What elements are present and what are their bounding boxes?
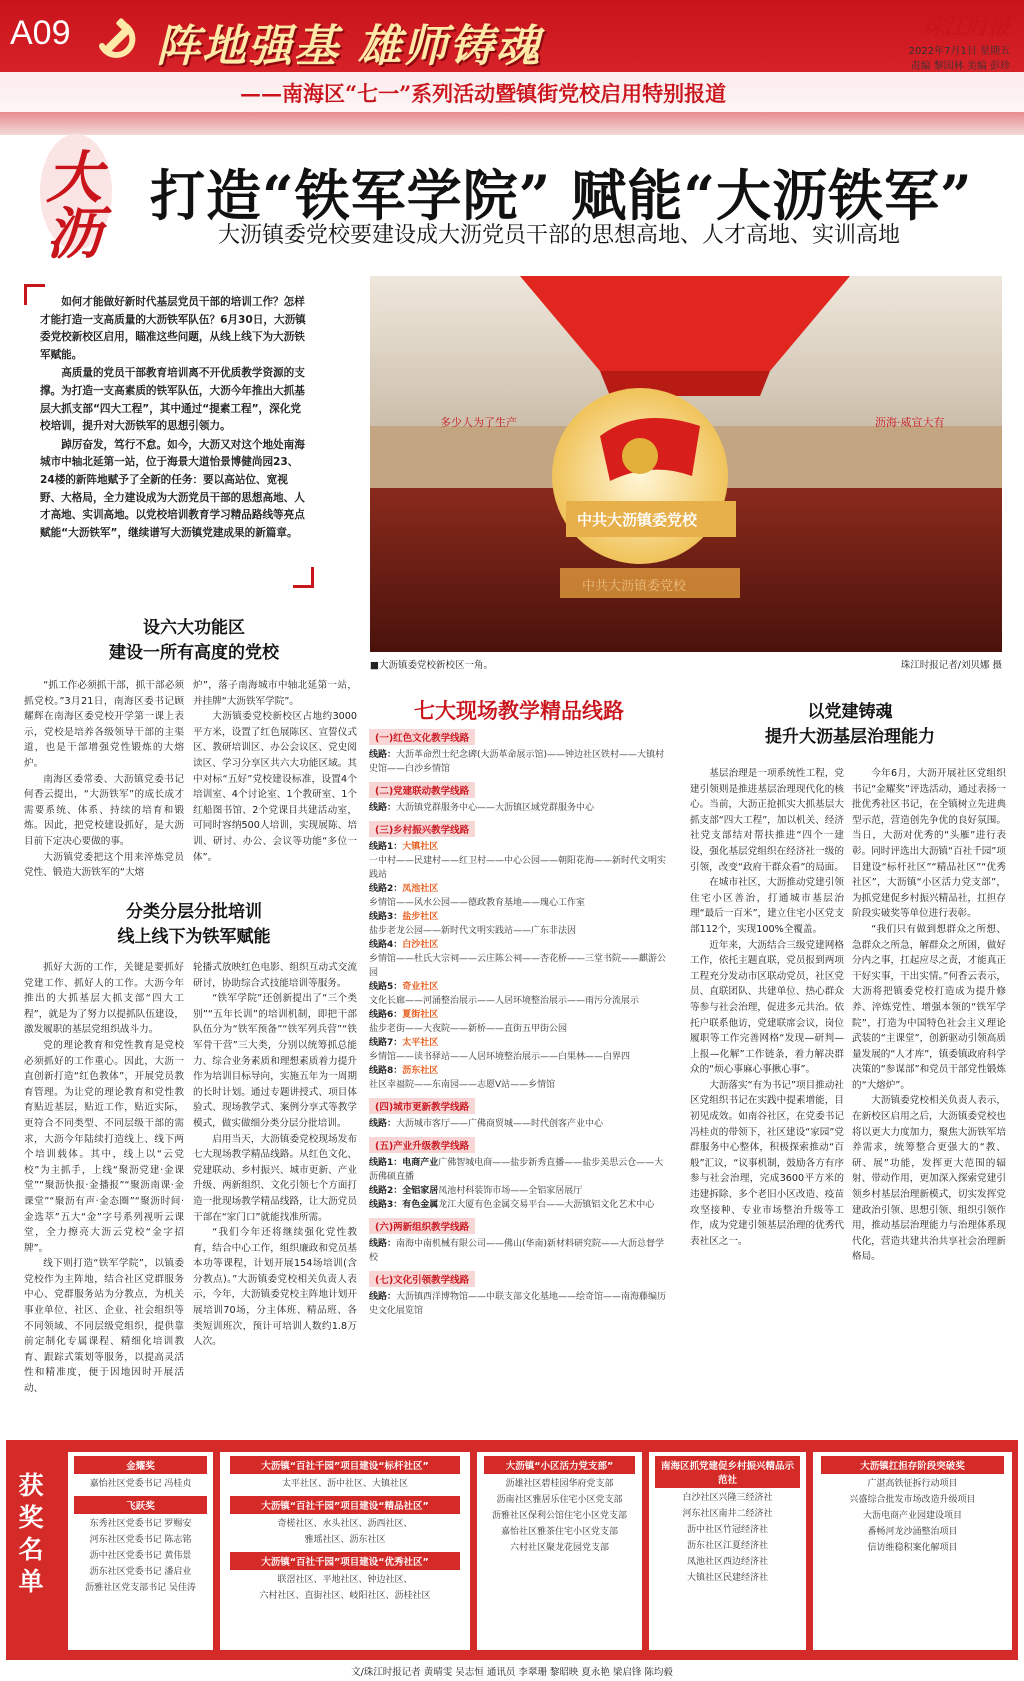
article-paragraph: “抓工作必须抓干部，抓干部必须抓党校。”3月21日，南海区委书记顾耀辉在南海区委党校开学第一课上表示，党校是培养各级领导干部的主渠道，也是干部增强党性锻炼的大熔炉。 [24, 680, 184, 769]
route-label: 线路： [369, 750, 397, 760]
award-item: 沥雅社区保利公馆住宅小区党支部 [491, 1511, 627, 1521]
route-category: (七)文化引领教学线路 [369, 1271, 475, 1287]
paper-name: 珠江时报 [921, 14, 1010, 40]
route-line [369, 748, 669, 776]
route-stops: 社区幸福院——东南园——志愿V站——乡情馆 [369, 1080, 556, 1090]
route-highlight: 沥东社区 [402, 1066, 439, 1076]
masthead [0, 0, 1024, 135]
award-heading: 大沥镇“小区活力党支部” [484, 1456, 636, 1474]
award-item: 凤池社区西边经济社 [686, 1557, 768, 1567]
column-title: 阵地强基 雄师铸魂 [156, 21, 542, 72]
award-column [68, 1452, 213, 1650]
route-line [369, 980, 669, 1008]
lead-paragraph: 高质量的党员干部教育培训离不开优质教学资源的支撑。为打造一支高素质的铁军队伍，大沥今年推出大抓基层大抓支部“四大工程”，其中通过“提素工程”，深化党校培训，提升对大沥铁军的思想引领力。 [40, 367, 305, 433]
photo-wall-right: 沥海·威宣大有 [875, 416, 945, 429]
route-label: 线路1： [369, 842, 403, 852]
route-stops: 大沥镇党群服务中心——大沥镇区域党群服务中心 [396, 803, 595, 813]
lead-paragraph: 如何才能做好新时代基层党员干部的培训工作？怎样才能打造一支高质量的大沥铁军队伍？6月30日，大沥镇委党校新校区启用，瞄准这些问题，从线上线下为大沥铁军赋能。 [40, 296, 306, 361]
award-item: 联滘社区、平地社区、钟边社区、 [277, 1575, 413, 1585]
section-heading [24, 616, 364, 666]
route-stops: 凤池村科装饰市场——全铝家居展厅 [438, 1186, 583, 1196]
award-item: 河东社区南井二经济社 [682, 1509, 773, 1519]
route-stops: 一中村——民建村——红卫村——中心公园——朝阳花海——新时代文明实践站 [369, 856, 667, 880]
route-line [369, 1036, 669, 1064]
route-line [369, 910, 669, 938]
route-line [369, 1064, 669, 1092]
photo-caption [370, 657, 1002, 671]
route-stops: 大沥革命烈士纪念碑(大沥革命展示馆)——钟边社区铁村——大镇村史馆——白沙乡情馆 [369, 750, 665, 774]
award-item: 信访维稳积案化解项目 [867, 1543, 958, 1553]
award-item: 沥东社区党委书记 潘启业 [89, 1567, 192, 1577]
route-stops: 盐步老龙公园——新时代文明实践站——广东非法因 [369, 926, 577, 936]
lead-paragraph: 踔厉奋发，笃行不怠。如今，大沥又对这个地处南海城市中轴北延第一站，位于海景大道怡景博健尚园23、24楼的新阵地赋予了全新的任务：要以高站位、宽视野、大格局，全力建设成为大沥党员干部的思想高地、人才高地、实训高地。以党校培训教育学习精品路线等亮点赋能“大沥铁军”，继续谱写大沥镇党建成果的新篇章。 [40, 438, 305, 539]
award-item: 沥东社区江夏经济社 [686, 1541, 768, 1551]
article-paragraph: 大沥镇委党校相关负责人表示，在新校区启用之后，大沥镇委党校也将以更大力度加力，聚焦大沥铁军培养需求，统筹整合更强大的“教、研、展”功能，发挥更大范围的辐射、带动作用，更加深入探索党建引领乡村基层治理新模式，切实发挥党建政治引领、思想引领、组织引领作用，推动基层治理能力与治理体系现代化，营造共建共治共享社会治理新格局。 [852, 1095, 1006, 1263]
route-stops: 大沥镇西洋博物馆——中联支部文化基地——绘奇馆——南海藤编历史文化展览馆 [369, 1292, 667, 1316]
routes-heading: 七大现场教学精品线路 [414, 698, 624, 723]
photo-sign: 中共大沥镇委党校 [577, 511, 698, 529]
route-line [369, 1290, 669, 1318]
award-item: 大沥电商产业园建设项目 [862, 1511, 962, 1521]
route-stops: 大沥城市客厅——广佛商贸城——时代创客产业中心 [396, 1119, 604, 1129]
article-column [690, 766, 844, 1249]
article-paragraph: 抓好大沥的工作，关键是要抓好党建工作、抓好人的工作。大沥今年推出的大抓基层大抓支部“四大工程”，就是为了努力以提抓队伍建设，激发履职的基层党组织战斗力。 [24, 962, 184, 1036]
section-heading-line: 提升大沥基层治理能力 [765, 727, 935, 747]
route-stops: 龙江大厦有色金属交易平台——大沥镇铝文化艺术中心 [438, 1200, 655, 1210]
section-heading-line: 分类分层分批培训 [126, 902, 262, 922]
route-label: 线路3：有色金属 [369, 1200, 439, 1210]
route-highlight: 白沙社区 [402, 940, 439, 950]
route-line [369, 1117, 669, 1131]
route-highlight: 夏街社区 [402, 1010, 439, 1020]
lead-box [24, 284, 314, 588]
hero-photo [370, 276, 1002, 652]
award-column [649, 1452, 806, 1650]
award-heading: 金耀奖 [74, 1456, 207, 1474]
article-paragraph: 线下则打造“铁军学院”，以镇委党校作为主阵地，结合社区党群服务中心、党群服务站为分教点，为机关事业单位、社区、企业、社会组织等不同领域、不同层级党组织，提供靠前定制化专属课程、精细化培训教育、跟踪式策划等服务，以提高灵活性和精准度，便于因地因时开展活动、 [24, 1258, 184, 1395]
section-heading-line: 线上线下为铁军赋能 [117, 927, 271, 947]
route-category: (四)城市更新教学线路 [369, 1098, 475, 1114]
route-category: (一)红色文化教学线路 [369, 729, 475, 745]
article-paragraph: 在城市社区，大沥推动党建引领住宅小区善治，打通城市基层治理“最后一百米”，建立住宅小区党支部112个，实现100%全覆盖。 [690, 877, 844, 935]
section-heading-line: 建设一所有高度的党校 [109, 643, 279, 663]
award-heading: 飞跃奖 [74, 1496, 207, 1514]
award-item: 沥南社区雅居乐住宅小区党支部 [496, 1495, 623, 1505]
party-school-hall-illustration [370, 276, 1002, 652]
route-stops: 盐步老街——大夜院——新桥——直街五甲街公园 [369, 1024, 568, 1034]
awards-panel [6, 1440, 1018, 1660]
section-heading-line: 设六大功能区 [143, 618, 245, 638]
route-category: (六)两新组织教学线路 [369, 1218, 475, 1234]
award-item: 兴盛综合批发市场改造升级项目 [849, 1495, 976, 1505]
award-item: 奇槎社区、水头社区、沥西社区、 [277, 1519, 413, 1529]
route-label: 线路1：电商产业 [369, 1158, 439, 1168]
route-line [369, 1156, 669, 1184]
caption-text: ■大沥镇委党校新校区一角。 [370, 660, 493, 671]
award-heading: 大沥镇“百社千园”项目建设“精品社区” [230, 1496, 460, 1514]
article-paragraph: 轮播式放映红色电影、组织互动式交流研讨，协助综合式技能培训等服务。 [193, 962, 357, 989]
route-label: 线路7： [369, 1038, 403, 1048]
route-label: 线路： [369, 1119, 397, 1129]
route-label: 线路： [369, 803, 397, 813]
award-item: 大镇社区民建经济社 [686, 1573, 768, 1583]
route-line [369, 882, 669, 910]
award-item: 沥中社区竹冠经济社 [686, 1525, 768, 1535]
headline: 打造“铁军学院” 赋能“大沥铁军” [150, 163, 973, 228]
route-line [369, 938, 669, 980]
award-item: 沥雄社区碧桂园华府党支部 [505, 1479, 614, 1489]
award-item: 嘉怡社区党委书记 冯桂贞 [89, 1479, 192, 1489]
article-column [24, 960, 184, 1397]
route-label: 线路6： [369, 1010, 403, 1020]
seal-char-1: 大 [46, 145, 102, 211]
article-paragraph: 炉”，落子南海城市中轴北延第一站，并挂牌“大沥铁军学院”。 [193, 680, 357, 707]
route-stops: 南海中南机械有限公司——佛山(华南)新材料研究院——大沥总督学校 [369, 1239, 665, 1263]
article-paragraph: “我们今年还将继续强化党性教育，结合中心工作，组织廉政和党员基本功等课程，计划开展154场培训(含分教点)。”大沥镇委党校相关负责人表示，今年，大沥镇委党校主阵地计划开展培训70场，分主体班、精品班、各类短训班次，预计可培训人数约1.8万人次。 [193, 1227, 357, 1348]
award-heading: 大沥镇“百社千园”项目建设“优秀社区” [230, 1552, 460, 1570]
article-paragraph: “我们只有做到想群众之所想、急群众之所急，解群众之所困，做好分内之事，扛起应尽之责，才能真正干好实事，干出实情。”何香云表示，大沥将把镇委党校打造成为提升修养、淬炼党性、增强本领的“铁军学院”，打造为中国特色社会主义理论武装的“主课堂”，创新驱动引领高质量发展的“人才库”，镇委镇政府科学决策的“参谋部”和党员干部党性锻炼的“大熔炉”。 [852, 923, 1006, 1091]
route-label: 线路5： [369, 982, 403, 992]
route-category: (五)产业升级教学线路 [369, 1137, 475, 1153]
award-item: 番畅河龙沙涌整治项目 [867, 1527, 958, 1537]
route-label: 线路8： [369, 1066, 403, 1076]
article-paragraph: 近年来，大沥结合三级党建网格工作，依托主题直联，党员报到两项工程充分发动市区联动党员，社区党员、直联团队、共建单位、热心群众等参与社会治理，促进多元共治。依托户联系他访，党建联席会议，岗位履职等工作完善网格“发现—研判—上报—化解”工作链条，着力解决群众的“烦心事麻心事揪心事”。 [690, 939, 844, 1076]
award-item: 六村社区聚龙花园党支部 [509, 1543, 609, 1553]
route-line [369, 840, 669, 882]
article-paragraph: 大沥镇党委把这个用来淬炼党员党性、锻造大沥铁军的“大熔 [24, 851, 184, 879]
route-stops: 文化长廊——河涌整治展示——人居环境整治展示——雨污分流展示 [369, 996, 640, 1006]
award-column [813, 1452, 1012, 1650]
award-column [477, 1452, 642, 1650]
column-subtitle: ——南海区“七一”系列活动暨镇街党校启用特别报道 [240, 81, 727, 106]
award-item: 太平社区、沥中社区、大镇社区 [281, 1479, 408, 1489]
photo-credit: 珠江时报记者/刘贝娜 摄 [900, 660, 1002, 671]
article-column [193, 960, 357, 1350]
town-seal [30, 128, 118, 267]
route-line [369, 1198, 669, 1212]
article-paragraph: “铁军学院”还创新提出了“三个类别”“五年长训”的培训机制，即把干部队伍分为“铁军预备”“铁军列兵营”“铁军骨干营”三大类，分别以统筹抓总能力、综合业务素质和理想素质着力提升作为培训目标导向，实施五年为一周期的长时计划。通过专题讲授式、项目体验式、现场教学式、案例分享式等教学模式，做实做细分类分层分批培训。 [193, 993, 357, 1129]
article-column [193, 678, 357, 865]
routes-list [369, 723, 669, 1405]
route-label: 线路2： [369, 884, 403, 894]
issue-editors: 责编 黎国林 美编 彭珍 [910, 61, 1010, 72]
award-item: 白沙社区兴隆三经济社 [682, 1493, 773, 1503]
article-paragraph: 党的理论教育和党性教育是党校必须抓好的工作重心。因此，大沥一直创新打造“红色教体”，开展党员教育管理。为让党的理论教育和党性教育贴近基层，贴近工作，贴近实际，更符合不同类型、不同层级干部的需求，大沥今年陆续打造线上、线下两个培训载体。其中，线上以“云党校”为主抓手，上线“聚沥党建·金课堂”“聚沥快报·金播报”“聚沥南课·金课堂”“聚沥有声·金态圈”“聚沥时间·金选萃”五大“金”字号系列视听云课堂，全力擦亮大沥云党校“金字招牌”。 [24, 1039, 184, 1254]
section-heading [24, 900, 364, 950]
award-item: 沥中社区党委书记 黄伟景 [89, 1551, 192, 1561]
subheadline: 大沥镇委党校要建设成大沥党员干部的思想高地、人才高地、实训高地 [218, 223, 901, 248]
route-highlight: 奇业社区 [402, 982, 439, 992]
route-stops: 乡情馆——风水公园——德政教育基地——瑰心工作室 [369, 898, 586, 908]
award-item: 雅瑶社区、沥东社区 [304, 1535, 386, 1545]
award-item: 河东社区党委书记 陈志铭 [89, 1535, 192, 1545]
route-label: 线路3： [369, 912, 403, 922]
route-line [369, 1008, 669, 1036]
route-highlight: 太平社区 [402, 1038, 439, 1048]
route-stops: 广佛智城电商——盐步新秀直播——盐步美思云仓——大沥佛硕直播 [369, 1158, 664, 1182]
photo-wall-left: 多少人为了生产 [440, 416, 517, 429]
award-heading: 大沥镇扛担存阶段突破奖 [821, 1456, 1004, 1474]
route-category: (三)乡村振兴教学线路 [369, 821, 475, 837]
route-highlight: 大镇社区 [402, 842, 439, 852]
photo-sign-reflection: 中共大沥镇委党校 [582, 579, 687, 594]
route-line [369, 1184, 669, 1198]
route-label: 线路2：全铝家居 [369, 1186, 439, 1196]
article-paragraph: 大沥落实“有为书记”项目推动社区党组织书记在实践中提素增能，目初见成效。如南谷社区，在党委书记冯桂贞的带领下，社区建设“家园”党群服务中心整体，积极探索推动“百般”汇议，“议事机制，鼓励各方有序参与社会治理，完成3600平方米的违建拆除、多个老旧小区改造、疫苗攻坚接种、专业市场整治升级等工作，成为党建引领基层治理的优秀代表社区之一。 [690, 1079, 844, 1247]
article-paragraph: 今年6月，大沥开展社区党组织书记“金耀奖”评选活动，通过表扬一批优秀社区书记，在全镇树立先进典型示范，营造创先争优的良好氛围。当日，大沥对优秀的“头雁”进行表彰。同时评选出大沥镇“百社千园”项目建设“标杆社区”“精品社区”“优秀社区”，大沥镇“小区活力党支部”，为抓党建促乡村振兴精品社，扛担存阶段实破奖等单位进行表彰。 [852, 768, 1006, 920]
route-line [369, 1237, 669, 1265]
hammer-sickle-icon [92, 16, 144, 68]
route-label: 线路： [369, 1239, 397, 1249]
route-stops: 乡情馆——杜氏大宗祠——云庄陈公祠——杏花桥——三堂书院——麒游公园 [369, 954, 667, 978]
article-paragraph: 南海区委常委、大沥镇党委书记何香云提出，“大沥铁军”的成长成才需要系统、体系、持续的培育和锻炼。因此，把党校建设抓好，是大沥目前下定决心要做的事。 [24, 773, 184, 847]
award-heading: 大沥镇“百社千园”项目建设“标杆社区” [230, 1456, 460, 1474]
article-column [852, 766, 1006, 1265]
route-label: 线路4： [369, 940, 403, 950]
route-label: 线路： [369, 1292, 397, 1302]
award-item: 六村社区、直街社区、岐阳社区、沥桂社区 [259, 1591, 431, 1601]
issue-date: 2022年7月1日 星期五 [908, 46, 1010, 57]
award-item: 嘉怡社区雅茶住宅小区党支部 [500, 1527, 618, 1537]
award-item: 东秀社区党委书记 罗赐安 [89, 1519, 192, 1529]
article-column [24, 678, 184, 881]
route-stops: 乡情馆——读书驿站——人居环境整治展示——白果林——白界四 [369, 1052, 631, 1062]
article-paragraph: 大沥镇委党校新校区占地约3000平方米，设置了红色展陈区、宣誓仪式区、教研培训区、办公会议区、党史阅读区、学习分享区共六大功能区域。其中对标“五好”党校建设标准，设置4个培训室、4个讨论室、1个教研室、1个红船图书馆、2个党课目共建活动室，可同时容纳500人培训，实现展陈、培训、研讨、办公、会议等功能“多位一体”。 [193, 711, 357, 863]
award-item: 沥雅社区党支部书记 吴佳涛 [85, 1583, 196, 1593]
article-paragraph: 启用当天，大沥镇委党校现场发布七大现场教学精品线路。从红色文化、党建联动、乡村振兴、城市更新、产业升级、两新组织、文化引领七个方面打造一批现场教学精品线路，让大沥党员干部在“家门口”就能找准所需。 [193, 1133, 357, 1223]
route-line [369, 801, 669, 815]
route-highlight: 盐步社区 [402, 912, 439, 922]
route-category: (二)党建联动教学线路 [369, 782, 475, 798]
page-number: A09 [10, 14, 71, 52]
award-heading: 南海区抓党建促乡村振兴精品示范社 [655, 1456, 799, 1488]
section-heading [690, 700, 1010, 750]
article-paragraph: 基层治理是一项系统性工程，党建引领则是推进基层治理现代化的核心。当前，大沥正抢抓实大抓基层大抓支部“四大工程”，加以机关、经济社党支部结对帮扶推进“四个一建设，强化基层党组织在经济社一级的引领，改变“政府干群众看”的局面。 [690, 768, 844, 873]
section-heading-line: 以党建铸魂 [807, 702, 893, 722]
award-column [220, 1452, 470, 1650]
award-item: 广湛高铁征拆行动项目 [867, 1479, 958, 1489]
seal-char-2: 沥 [46, 201, 102, 267]
route-highlight: 凤池社区 [402, 884, 439, 894]
byline: 文/珠江时报记者 黄晴雯 吴志恒 通讯员 李翠珊 黎昭映 夏永艳 梁启锋 陈均毅 [351, 1667, 673, 1678]
awards-title: 获奖名单 [18, 1471, 44, 1596]
